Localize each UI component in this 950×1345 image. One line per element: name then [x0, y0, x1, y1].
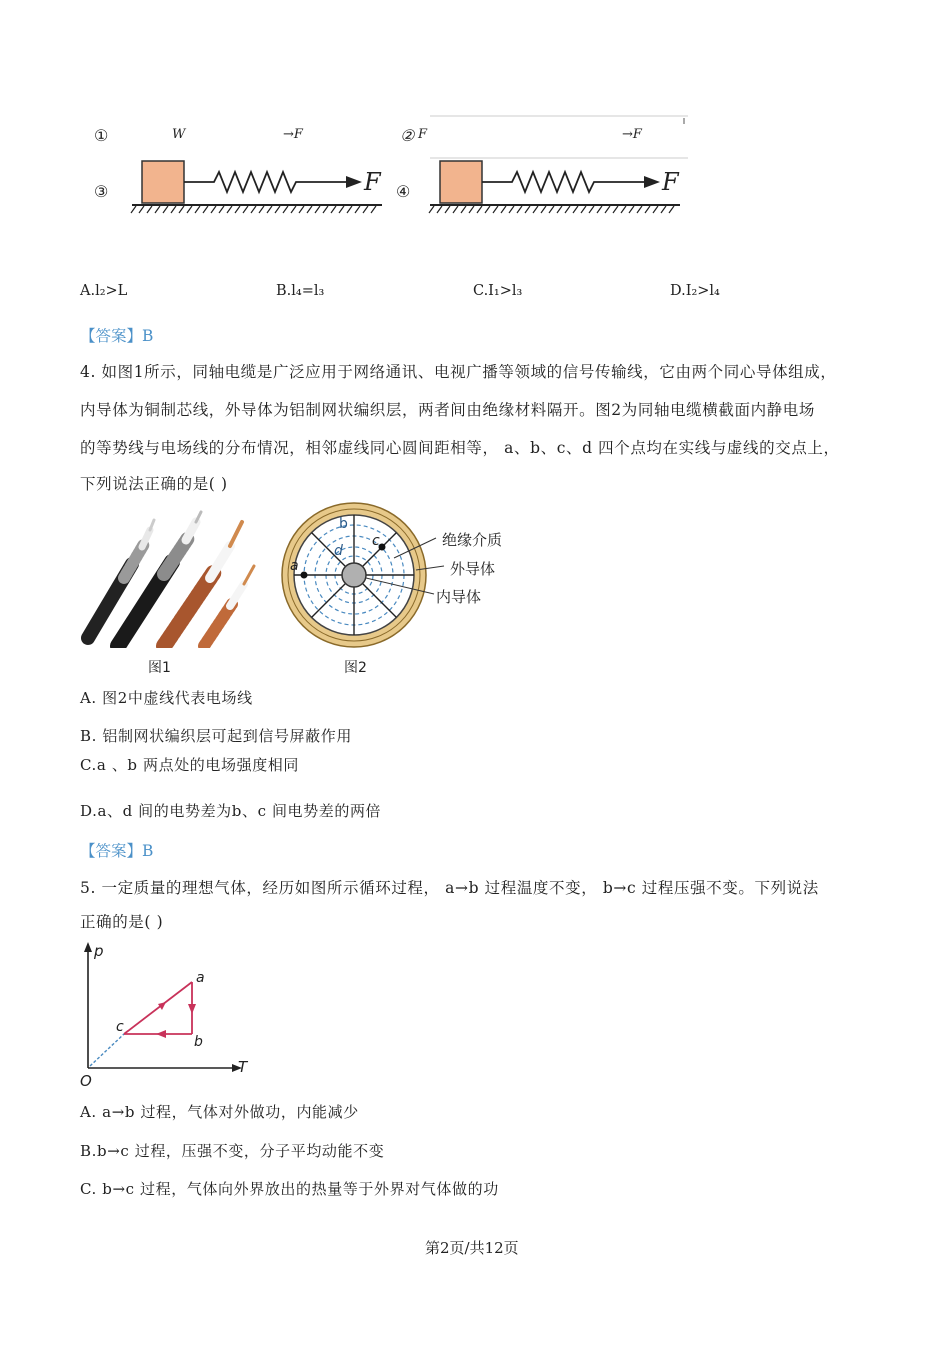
fig1-weight-label: W [172, 127, 186, 142]
q4-line-1: 4. 如图1所示，同轴电缆是广泛应用于网络通讯、电视广播等领域的信号传输线，它由两个同心导体组成， [80, 363, 837, 381]
q3-answer: 【答案】B [80, 327, 154, 345]
fig3-block [142, 161, 184, 203]
cycle-path [124, 982, 192, 1034]
fig-label-4: ④ [396, 182, 411, 201]
cable-1 [88, 520, 154, 638]
label-O: O [80, 1072, 92, 1090]
fig1-force-label: →F [283, 127, 303, 142]
label-d: d [334, 543, 343, 559]
fig4-force-label: F [662, 168, 679, 196]
fig3-spring-block [130, 155, 385, 217]
q5-line-1: 5. 一定质量的理想气体，经历如图所示循环过程， a→b 过程温度不变， b→c 过程压强不变。下列说法 [80, 879, 819, 897]
label-b: b [194, 1034, 203, 1050]
fig-label-1: ① [94, 126, 109, 145]
arrow-a-to-b [188, 1004, 196, 1014]
q4-option-b: B. 铝制网状编织层可起到信号屏蔽作用 [80, 727, 352, 745]
fig4-spring [482, 172, 648, 192]
q5-option-a: A. a→b 过程，气体对外做功，内能减少 [80, 1103, 359, 1121]
q5-option-b: B.b→c 过程，压强不变，分子平均动能不变 [80, 1142, 385, 1160]
inner-conductor [342, 563, 366, 587]
q4-answer: 【答案】B [80, 842, 154, 860]
label-p: p [94, 942, 104, 960]
fig3-ground-hatch [131, 206, 376, 213]
fig3-arrowhead [346, 176, 362, 188]
label-c: c [116, 1019, 124, 1035]
q4-line-2: 内导体为铜制芯线，外导体为铝制网状编织层，两者间由绝缘材料隔开。图2为同轴电缆横截面内静电场 [80, 401, 815, 419]
fig3-force-label: F [364, 168, 381, 196]
q4-option-a: A. 图2中虚线代表电场线 [80, 689, 253, 707]
q4-option-d: D.a、d 间的电势差为b、c 间电势差的两倍 [80, 802, 382, 820]
q4-option-c: C.a 、b 两点处的电场强度相同 [80, 756, 299, 774]
legend-insulation: 绝缘介质 [442, 531, 503, 549]
fig3-spring [184, 172, 350, 192]
fig2-force-label: →F [622, 127, 642, 142]
legend-inner-conductor: 内导体 [436, 588, 482, 606]
label-a: a [196, 970, 205, 986]
q4-line-4: 下列说法正确的是( ) [80, 475, 228, 493]
arrow-b-to-c [156, 1030, 166, 1038]
fig4-block [440, 161, 482, 203]
q5-pT-graph [76, 938, 256, 1090]
q3-option-a: A.l₂>L [80, 283, 128, 299]
q4-fig2-caption: 图2 [344, 660, 367, 676]
fig4-arrowhead [644, 176, 660, 188]
q3-option-c: C.I₁>l₃ [473, 283, 523, 299]
fig4-spring-block [428, 155, 683, 217]
q4-line-3: 的等势线与电场线的分布情况，相邻虚线同心圆间距相等， a、b、c、d 四个点均在实线与虚线的交点上， [80, 439, 840, 457]
q3-option-d: D.I₂>l₄ [670, 283, 720, 299]
label-b: b [339, 516, 348, 532]
q5-line-2: 正确的是( ) [80, 913, 164, 931]
q4-cable-photo [80, 500, 260, 648]
legend-outer-conductor: 外导体 [450, 560, 496, 578]
label-a: a [290, 558, 299, 574]
q4-fig1-caption: 图1 [148, 660, 171, 676]
point-a [301, 572, 308, 579]
label-T: T [238, 1058, 248, 1076]
fig-label-3: ③ [94, 182, 109, 201]
fig4-ground-hatch [429, 206, 674, 213]
page-footer: 第2页/共12页 [425, 1239, 519, 1257]
label-c: c [372, 533, 380, 549]
p-axis-arrow [84, 942, 92, 952]
fig-label-2: ② [400, 126, 415, 145]
fig2-force-left-label: F [418, 127, 428, 142]
q3-option-b: B.l₄=l₃ [276, 283, 325, 299]
q5-option-c: C. b→c 过程，气体向外界放出的热量等于外界对气体做的功 [80, 1180, 499, 1198]
cable-3 [164, 522, 242, 646]
extension-dashed [90, 1034, 124, 1066]
